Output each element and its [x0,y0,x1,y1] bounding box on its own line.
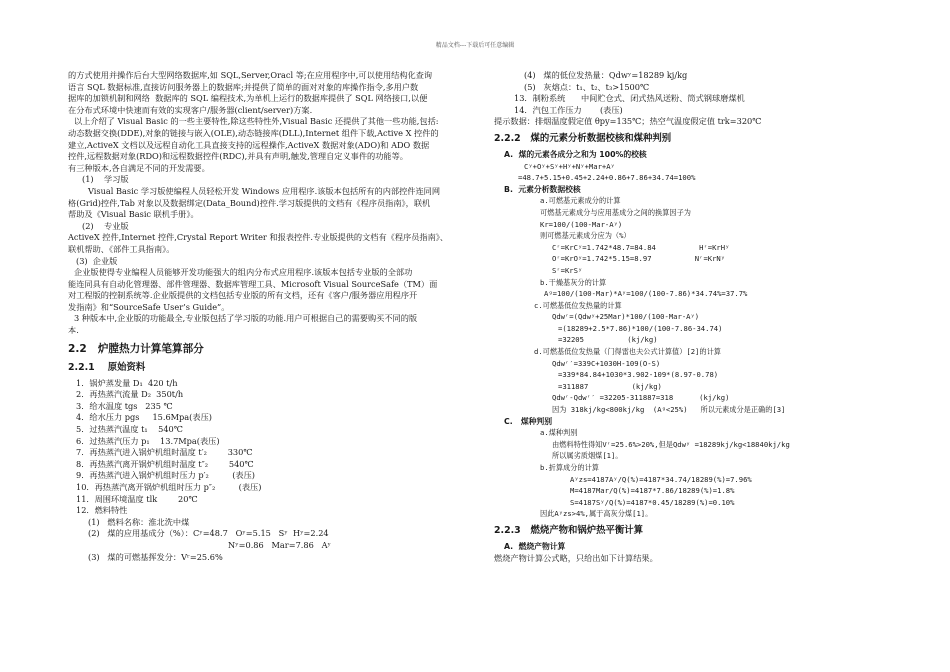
text-line: 13．制粉系统 中间贮仓式、闭式热风送粉、筒式钢球磨煤机 [514,93,745,104]
formula-line: =311887 (kj/kg) [558,381,662,391]
text-line: 9．再热蒸汽进入锅炉机组时压力 p′₂ (表压) [76,470,256,481]
formula-line: Aʸzs=4187Aʸ/Q(%)=4187*34.74/18289(%)=7.96% [570,474,752,484]
text-line: 动态数据交换(DDE),对象的链接与嵌入(OLE),动态链接库(DLL),Internet 组件下载,Active X 控件的 [68,127,439,138]
text-line: 3 种版本中,企业版的功能最全,专业版包括了学习版的功能.用户可根据自己的需要购买不同的版 [74,313,418,324]
text-line: (4) 煤的低位发热量：Qdwʸ=18289 kj/kg [524,70,688,80]
text-line: (1) 学习版 [82,174,129,185]
text-line: (1) 燃料名称：淮北洗中煤 [88,516,190,527]
text-line: 本. [68,325,79,336]
text-line: 有三种版本,各自满足不同的开发需要。 [68,162,210,173]
formula-line: d.可燃基低位发热量（门得雷也夫公式计算值）[2]的计算 [534,347,721,357]
text-line: 燃烧产物计算公式略，只给出如下计算结果。 [494,552,658,563]
text-line: (3) 企业版 [76,255,118,266]
text-line: Nʸ=0.86 Mar=7.86 Aʸ [228,539,331,550]
formula-line: Aᵍ=100/(100-Mar)*Aʸ=100/(100-7.86)*34.74%=37.7% [544,289,748,299]
subsection-heading: 2.2.2 煤的元素分析数据校核和煤种判别 [494,132,672,144]
formula-line: M=4187Mar/Q(%)=4187*7.86/18289(%)=1.8% [570,486,735,496]
formula-line: =48.7+5.15+0.45+2.24+0.86+7.86+34.74=100% [518,173,696,183]
right-column [494,70,904,564]
text-line: 企业版使得专业编程人员能够开发功能强大的组内分布式应用程序.该版本包括专业版的全部功 [74,267,413,278]
text-line: 发指南》和“SourceSafe User’s Guide”。 [68,301,230,312]
formula-line: =339*84.84+1030*3.902-109*(8.97-0.78) [558,370,719,380]
formula-line: Cʳ=KrCʸ=1.742*48.7=84.84 Hʳ=KrHʸ [552,242,730,252]
formula-line: 因此Aʸzs>4%,属于高灰分煤[1]。 [540,509,653,519]
text-line: 据库的加锁机制和网络 数据库的 SQL 编程技术,为单机上运行的数据库提供了 SQL 网络接口,以便 [68,93,428,104]
text-line: 7．再热蒸汽进入锅炉机组时温度 t′₂ 330℃ [76,447,253,458]
formula-line: c.可燃基低位发热量的计算 [534,300,622,310]
text-line: (3) 煤的可燃基挥发分：Vʳ=25.6% [88,551,223,562]
formula-line: b.折算成分的计算 [540,463,599,472]
text-line: 2．再热蒸汽流量 D₂ 350t/h [76,389,184,400]
text-line: (2) 煤的应用基成分（%）：Cʸ=48.7 Oʸ=5.15 Sʸ Hʸ=2.24 [88,528,329,539]
text-line: 建立,ActiveX 文档以及远程自动化工具直接支持的远程操作,ActiveX 数据对象(ADO)和 ADO 数据 [68,139,430,150]
text-line: 4．给水压力 pgs 15.6Mpa(表压) [76,412,212,423]
text-line: 5．过热蒸汽温度 t₁ 540℃ [76,424,183,435]
text-line: 11．周围环境温度 tlk 20℃ [76,493,198,504]
formula-line: 因为 318kj/kg<800kj/kg (Aᵍ<25%) 所以元素成分是正确的[3] [552,405,786,415]
text-line: 6．过热蒸汽压力 p₁ 13.7Mpa(表压) [76,435,220,446]
text-line: 10．再热蒸汽离开锅炉机组时压力 p″₂ (表压) [76,482,262,492]
formula-line: Kr=100/(100-Mar-Aʸ) [540,219,623,229]
formula-line: Qdwʳ=(Qdwʸ+25Mar)*100/(100-Mar-Aʸ) [552,312,700,322]
formula-line: 可燃基元素成分与应用基成分之间的换算因子为 [540,207,691,217]
text-line: 以上介绍了 Visual Basic 的一些主要特性,除这些特性外,Visual Basic 还提供了其他一些功能,包括: [74,116,439,127]
text-line: 12．燃料特性 [76,505,128,516]
formula-line: Oʳ=KrOʸ=1.742*5.15=8.97 Nʳ=KrNʸ [552,254,726,264]
formula-line: b.干燥基灰分的计算 [540,277,607,287]
formula-line: =(18289+2.5*7.86)*100/(100-7.86-34.74) [558,323,723,333]
text-line: 8．再热蒸汽离开锅炉机组时温度 t″₂ 540℃ [76,458,254,469]
text-line: 格(Grid)控件,Tab 对象以及数据绑定(Data_Bound)控件.学习版提供的文档有《程序员指南》，联机 [68,197,431,208]
formula-line: 由燃料特性得知Vʳ=25.6%>20%,但是Qdwʸ =18289kj/kg<18840kj/kg [552,439,790,449]
subsection-label: A. 煤的元素各成分之和为 100%的校核 [504,149,647,159]
text-line: 14．汽包工作压力 (表压) [514,104,623,115]
text-line: 联机帮助、《部件工具指南》。 [68,243,175,254]
text-line: Visual Basic 学习版使编程人员轻松开发 Windows 应用程序.该版本包括所有的内部控件连同网 [88,185,441,196]
text-line: 1．锅炉蒸发量 D₁ 420 t/h [76,377,178,388]
formula-line: =32205 (kj/kg) [558,335,658,345]
subsection-label: A. 燃烧产物计算 [504,541,566,551]
text-line: 3．给水温度 tgs 235 ℃ [76,400,173,411]
formula-line: Sʳ=KrSʸ [552,265,583,275]
text-line: 在分布式环境中快速而有效的实现客户/服务器(client/server)方案. [68,104,313,115]
formula-line: S=4187Sʸ/Q(%)=4187*0.45/18289(%)=0.10% [570,497,735,507]
text-line: 语言 SQL 数据标准,直接访问服务器上的数据库;并提供了简单的面对对象的库操作指令,多用户数 [68,81,419,92]
subsection-heading: 2.2.3 燃烧产物和锅炉热平衡计算 [494,524,643,536]
formula-line: Qdwʳ′=339C+1030H-109(O-S) [552,358,661,368]
formula-line: a.煤种判别 [540,428,578,438]
text-line: 控件,远程数据对象(RDO)和远程数据控件(RDC),并具有声明,触发,管理自定义事件的功能等。 [68,151,408,162]
formula-line: 则可燃基元素成分应为（%） [540,231,631,241]
text-line: 能连同具有自动化管理器、部件管理器、数据库管理工具、Microsoft Visual SourceSafe（TM）面 [68,278,438,289]
subsection-label: B. 元素分析数据校核 [504,184,581,194]
formula-line: Qdwʳ-Qdwʳ′ =32205-311887=318 (kj/kg) [552,393,730,403]
subsection-heading: 2.2.1 原始资料 [68,361,146,373]
formula-line: a.可燃基元素成分的计算 [540,196,621,206]
text-line: 的方式使用并操作后台大型网络数据库,如 SQL,Server,Oracl 等;在应用程序中,可以使用结构化查询 [68,70,433,80]
text-line: 帮助及《Visual Basic 联机手册》。 [68,209,199,220]
text-line: 对工程版的控制系统等.企业版提供的文档包括专业版的所有文档，还有《客户/服务器应用程序开 [68,290,418,301]
subsection-label: C. 煤种判别 [504,416,553,426]
formula-line: Cʸ+Oʸ+Sʸ+Hʸ+Nʸ+Mar+Aʸ [524,161,615,171]
formula-line: 所以属劣质烟煤[1]。 [552,451,623,461]
page-header: 精品文档---下载后可任意编辑 [435,42,515,49]
text-line: 提示数据：排烟温度假定值 θpy=135℃；热空气温度假定值 trk=320℃ [494,116,762,127]
left-column [68,70,488,563]
text-line: ActiveX 控件,Internet 控件,Crystal Report Writer 和报表控件.专业版提供的文档有《程序员指南》、 [68,232,449,243]
text-line: (5) 灰熔点：t₁、t₂、t₃>1500℃ [524,81,650,92]
text-line: (2) 专业版 [82,220,129,231]
section-heading: 2.2 炉膛热力计算笔算部分 [68,342,204,355]
